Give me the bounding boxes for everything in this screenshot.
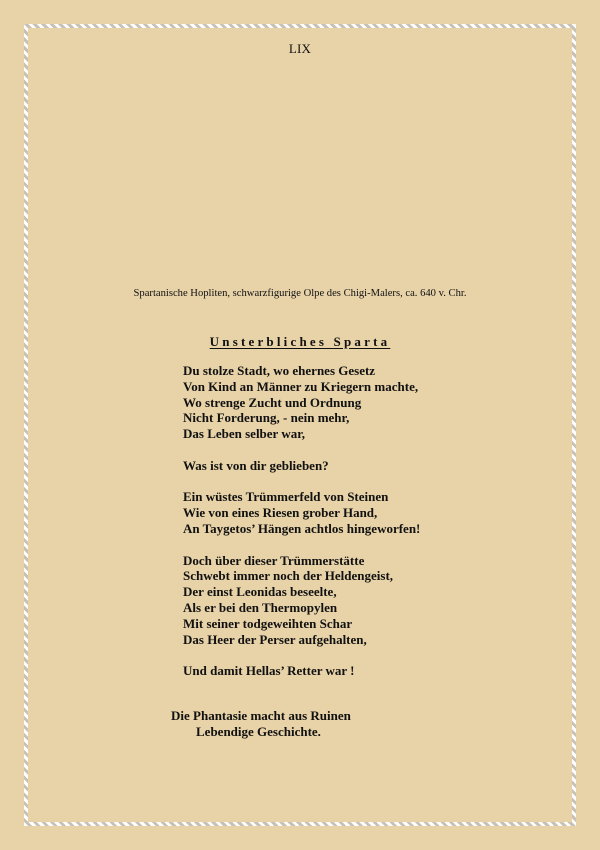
poem-line: Du stolze Stadt, wo ehernes Gesetz — [183, 363, 376, 378]
poem-line: Nicht Forderung, - nein mehr, — [183, 410, 350, 426]
poem-line: Mit seiner todgeweihten Schar — [183, 615, 353, 631]
poem-line: Schwebt immer noch der Heldengeist, — [183, 568, 394, 584]
image-caption: Spartanische Hopliten, schwarzfigurige Olpe des Chigi-Malers, ca. 640 v. Chr. — [133, 288, 467, 299]
poem-line: Ein wüstes Trümmerfeld von Steinen — [183, 489, 389, 505]
stanza-1 — [183, 363, 563, 442]
poem-line: Wo strenge Zucht und Ordnung — [183, 394, 362, 410]
poem-line: Von Kind an Männer zu Kriegern machte, — [183, 378, 419, 394]
poem-line: Das Leben selber war, — [183, 426, 306, 442]
closing-line: Lebendige Geschichte. — [196, 723, 321, 739]
closing-line: Die Phantasie macht aus Ruinen — [171, 708, 351, 723]
poem-line: Doch über dieser Trümmerstätte — [183, 552, 365, 568]
stanza-3 — [183, 489, 563, 536]
poem-body — [183, 363, 563, 695]
poem-line: Als er bei den Thermopylen — [183, 599, 338, 615]
poem-line: Und damit Hellas’ Retter war ! — [183, 663, 355, 679]
stanza-4 — [183, 553, 563, 648]
poem-line: Wie von eines Riesen grober Hand, — [183, 505, 378, 521]
page-frame — [24, 24, 576, 826]
poem-title: Unsterbliches Sparta — [209, 334, 391, 349]
poem-line: An Taygetos’ Hängen achtlos hingeworfen! — [183, 520, 421, 536]
closing-lines — [171, 708, 531, 740]
poem-line: Der einst Leonidas beseelte, — [183, 584, 337, 600]
page-number: LIX — [288, 41, 312, 56]
poem-line: Was ist von dir geblieben? — [183, 457, 329, 473]
stanza-2 — [183, 458, 563, 474]
stanza-5 — [183, 663, 563, 679]
poem-line: Das Heer der Perser aufgehalten, — [183, 631, 367, 647]
